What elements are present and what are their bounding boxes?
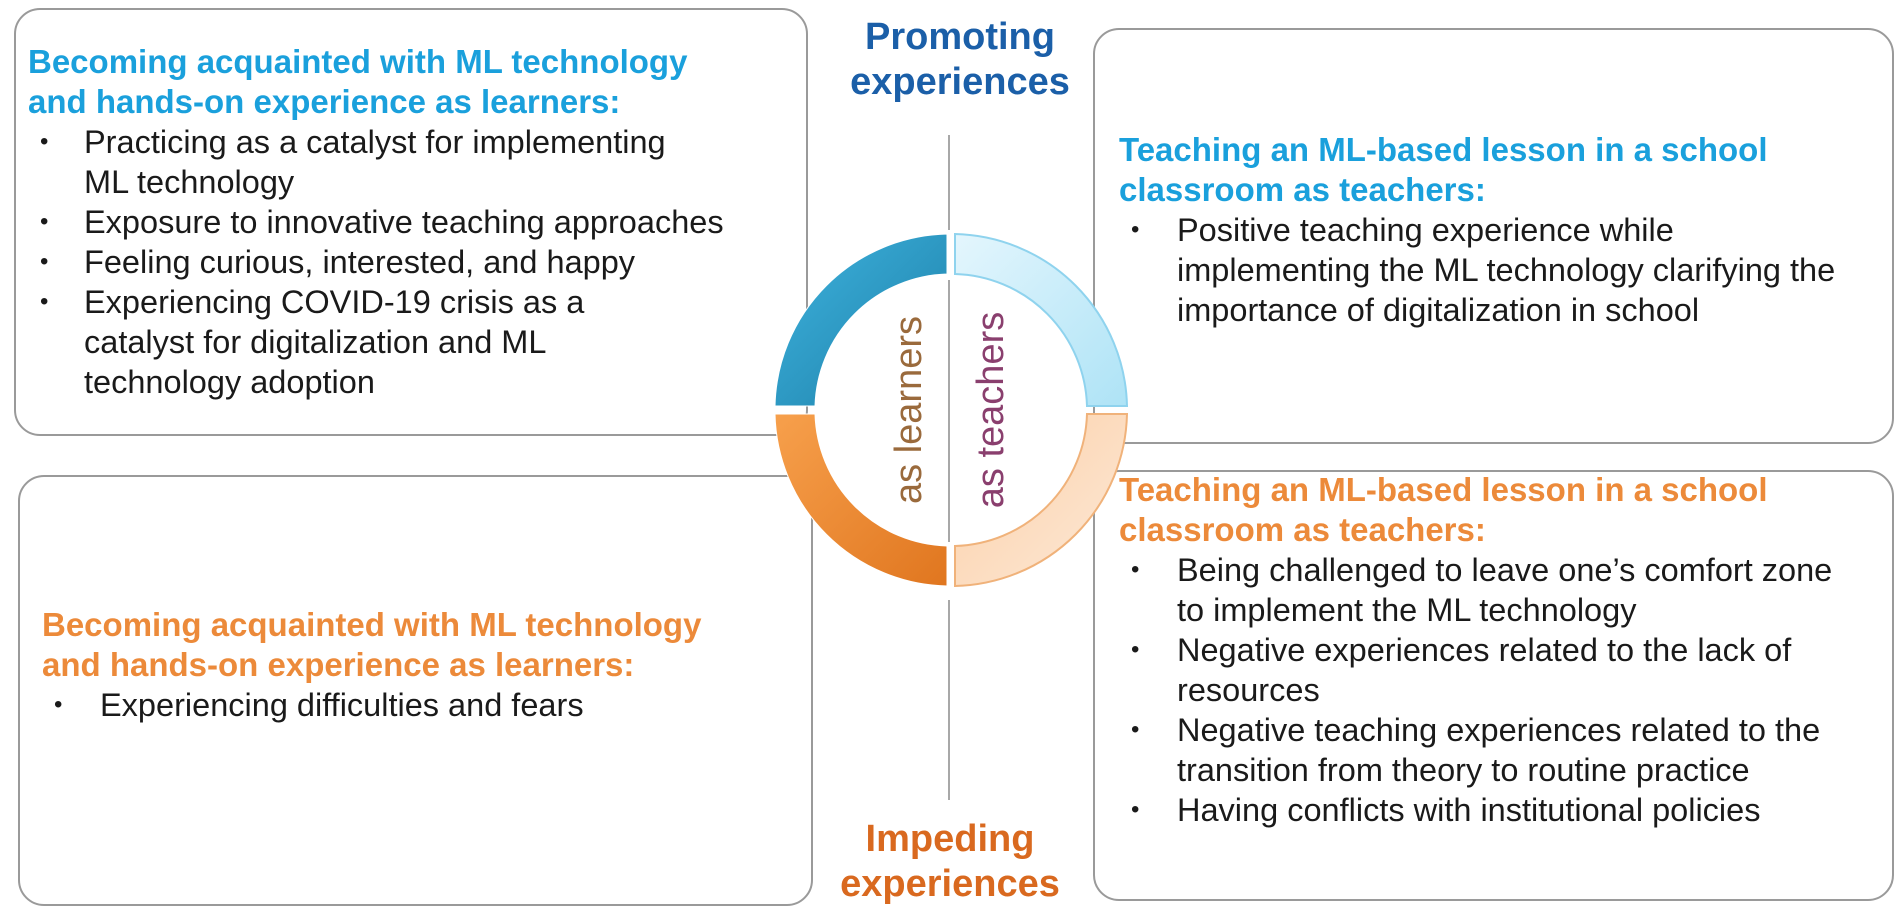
impeding-teachers-box <box>1093 470 1894 901</box>
impeding-experiences-label: Impeding experiences <box>840 818 1060 905</box>
as-learners-label: as learners <box>888 316 931 504</box>
impeding-learners-box <box>18 475 813 906</box>
list-item: • Experiencing difficulties and fears <box>42 685 811 725</box>
promoting-learners-box <box>14 8 808 436</box>
center-divider-bottom <box>948 600 950 800</box>
promoting-learners-heading: Becoming acquainted with ML technology and hands-on experience as learners: <box>28 43 688 120</box>
list-item: • Positive teaching experience while implementing the ML technology clarifying the importance of digitalization in school <box>1119 210 1867 330</box>
list-item: • Negative teaching experiences related to the transition from theory to routine practice <box>1119 710 1867 790</box>
list-item: • Feeling curious, interested, and happy <box>28 242 806 282</box>
list-item: • Negative experiences related to the lack of resources <box>1119 630 1867 710</box>
impeding-teachers-heading: Teaching an ML-based lesson in a school classroom as teachers: <box>1119 471 1768 548</box>
list-item: • Being challenged to leave one’s comfort zone to implement the ML technology <box>1119 550 1867 630</box>
as-teachers-label: as teachers <box>970 311 1013 509</box>
list-item: • Experiencing COVID-19 crisis as a catalyst for digitalization and ML technology adoption <box>28 282 664 402</box>
promoting-teachers-list <box>1119 210 1892 330</box>
list-item: • Exposure to innovative teaching approaches <box>28 202 806 242</box>
impeding-learners-heading: Becoming acquainted with ML technology and hands-on experience as learners: <box>42 606 702 683</box>
impeding-teachers-list <box>1119 550 1892 830</box>
center-ring <box>761 220 1141 600</box>
center-divider-top <box>948 135 950 230</box>
promoting-teachers-heading: Teaching an ML-based lesson in a school classroom as teachers: <box>1119 131 1768 208</box>
list-item: • Having conflicts with institutional policies <box>1119 790 1892 830</box>
list-item: • Practicing as a catalyst for implementing ML technology <box>28 122 704 202</box>
promoting-experiences-label: Promoting experiences <box>850 16 1070 103</box>
impeding-learners-list <box>42 685 811 725</box>
promoting-learners-list <box>28 122 806 402</box>
promoting-teachers-box <box>1093 28 1894 444</box>
